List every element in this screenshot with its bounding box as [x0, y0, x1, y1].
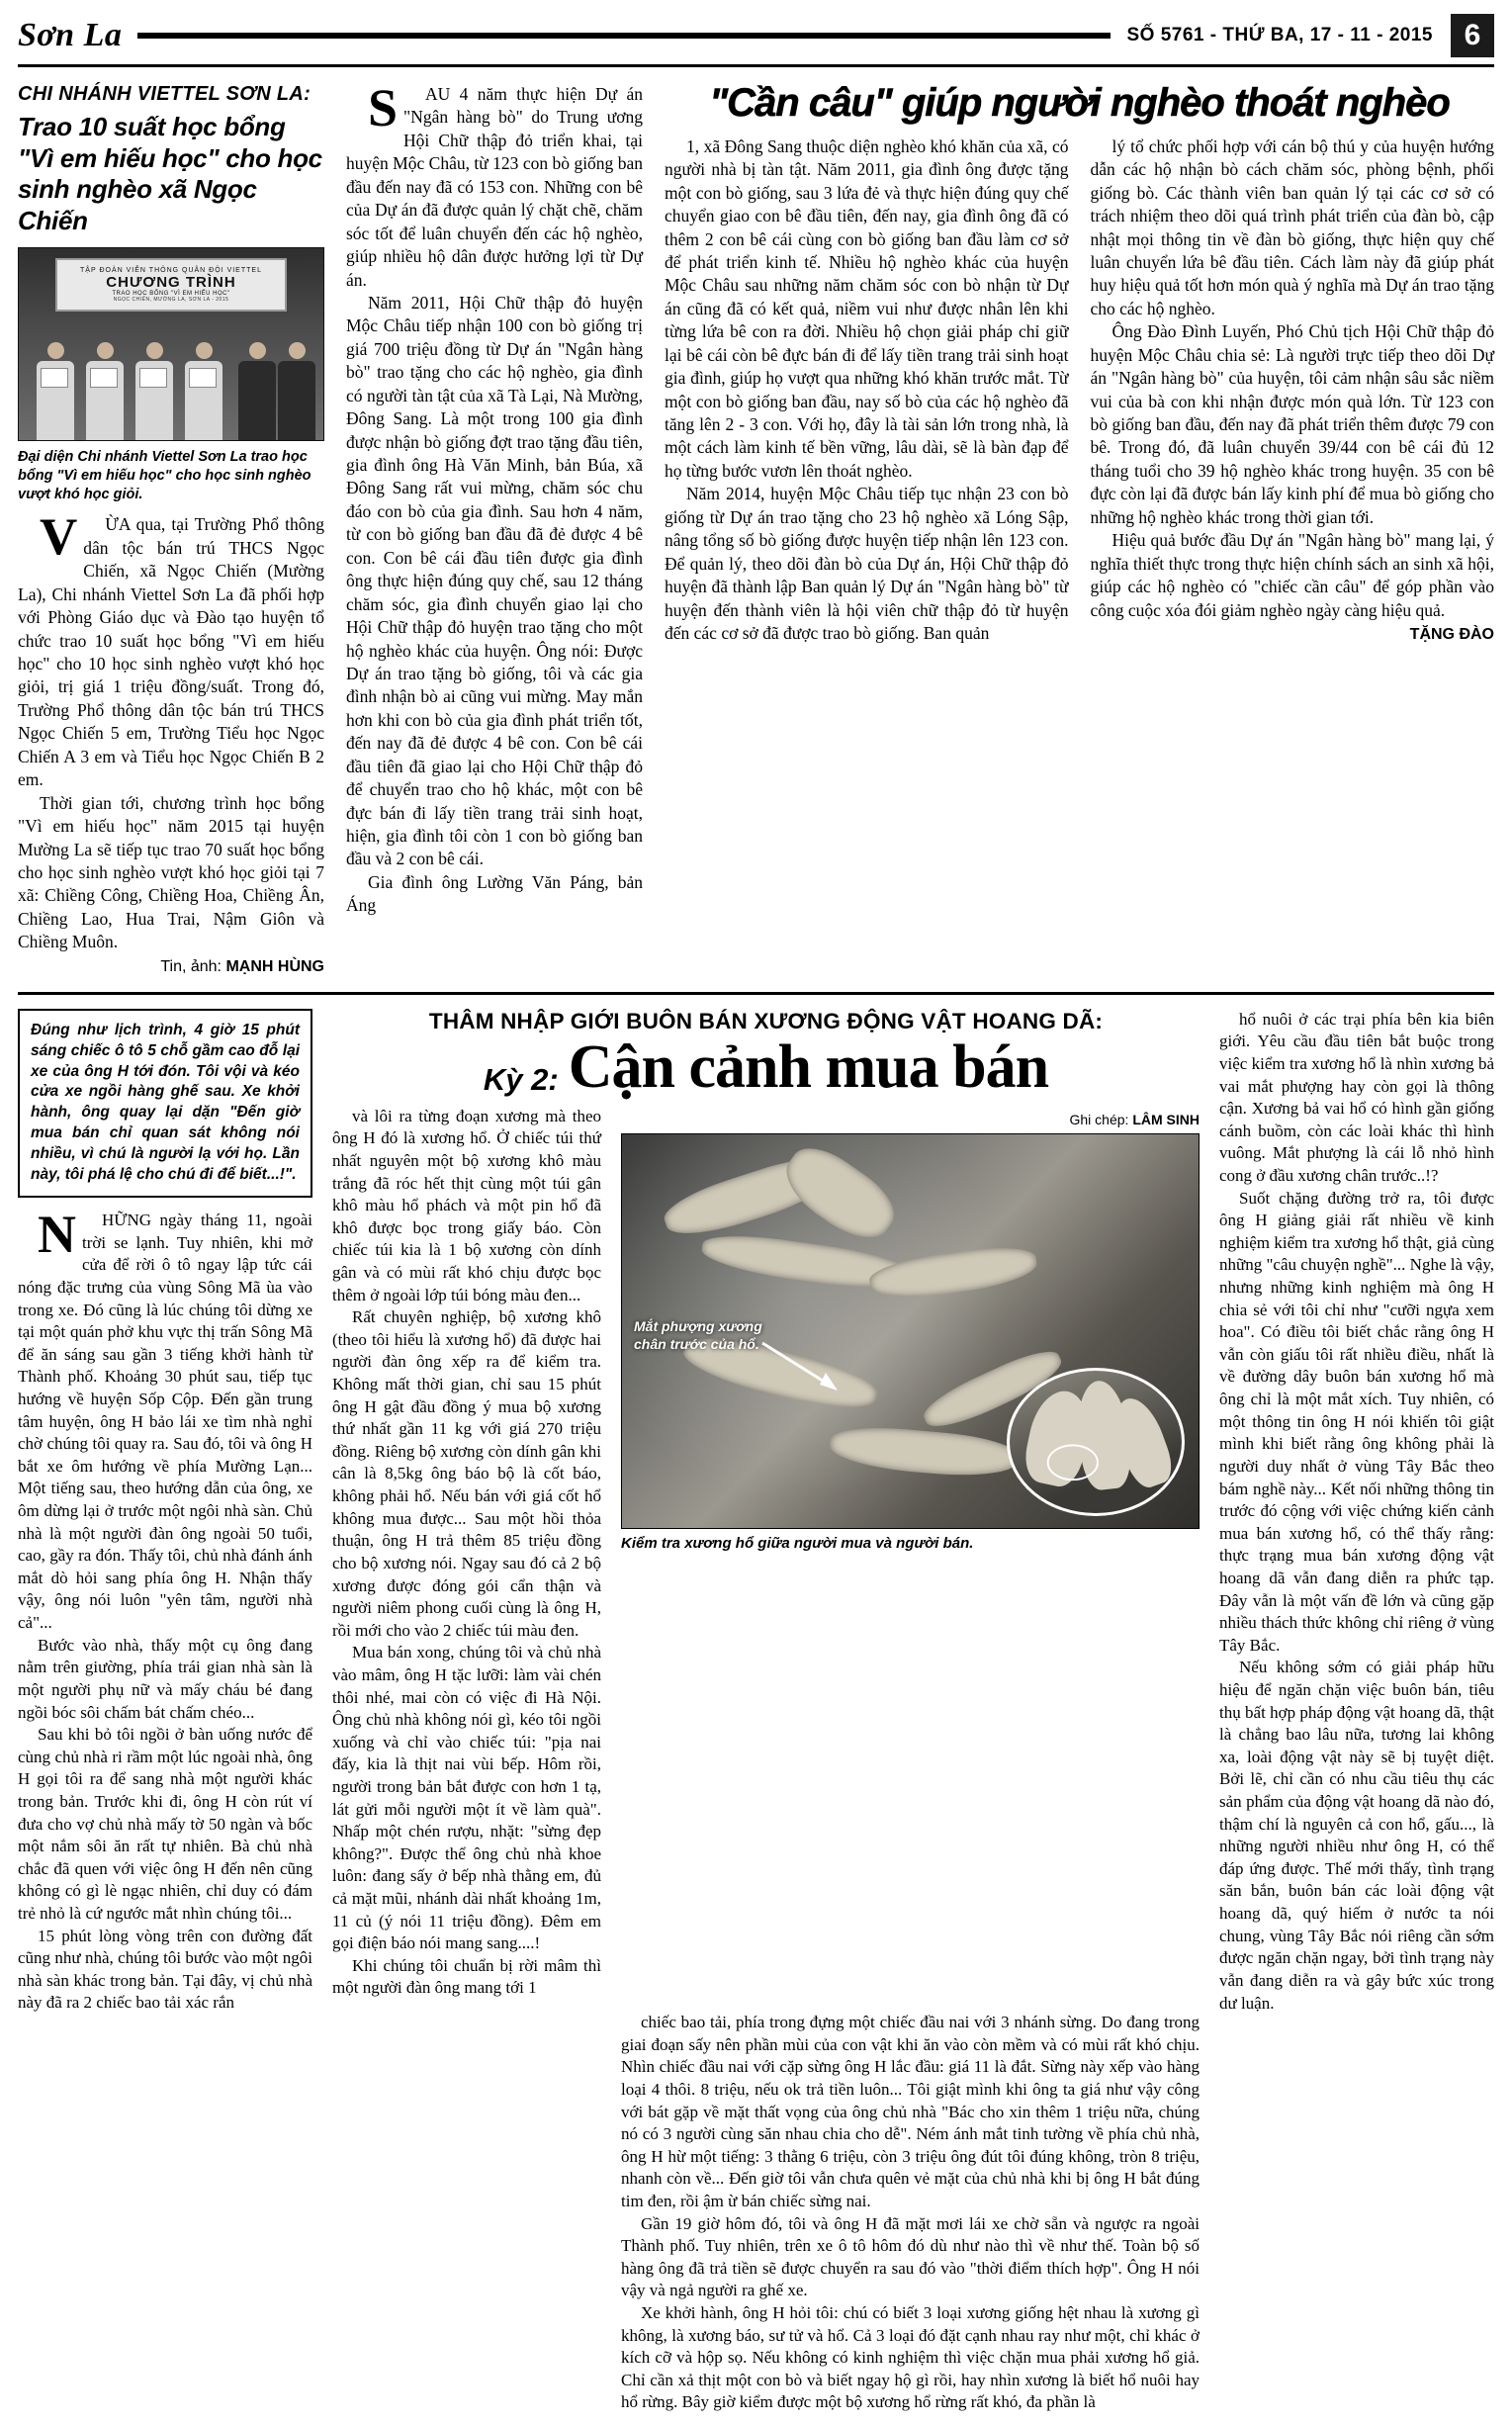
article-wildlife-col-4	[1219, 1009, 1494, 2414]
paragraph: Suốt chặng đường trở ra, tôi được ông H giảng giải rất nhiều về kinh nghiệm kiểm tra xương hổ thật, giả cùng những "câu chuyện nghề"... Nghe là vậy, nhưng những kinh nghiệm mà ông H chia sẻ với tôi chỉ như "cưỡi ngựa xem hoa". Có điều tôi biết chắc rằng ông H vẫn còn giấu tôi rất nhiều điều, nhất là về đường dây buôn bán xương hổ mà ông chỉ là một mắt xích. Tuy nhiên, có một thông tin ông H nói khiến tôi giật mình khi biết rằng ông không phải là người duy nhất ở vùng Tây Bắc theo bám nghề này... Kết nối những thông tin trước đó cộng với việc chứng kiến cảnh mua bán xương hổ, có thể thấy rằng: thực trạng mua bán xương động vật hoang dã vẫn đang diễn ra phức tạp. Đây vẫn là một vấn đề lớn và cũng gặp nhiều thách thức không chỉ riêng ở vùng Tây Bắc.	[1219, 1188, 1494, 1655]
paragraph: Ông Đào Đình Luyến, Phó Chủ tịch Hội Chữ thập đỏ huyện Mộc Châu chia sẻ: Là người trực tiếp theo dõi Dự án "Ngân hàng bò" của huyện, tôi cảm nhận sâu sắc niềm vui của bà con khi nhận được món quà lớn. Từ 123 con bò giống ban đầu, đến nay đã phát triển thêm được 79 con bê. Trong đó, đã luân chuyển 39/44 con bê cái đủ 12 tháng tuổi cho 39 hộ nghèo khác trong huyện. 35 con bê đực còn lại đã được bán lấy kinh phí để mua bò giống cho những hộ nghèo khác trong thời gian tới.	[1090, 321, 1494, 527]
paragraph: Mua bán xong, chúng tôi và chủ nhà vào mâm, ông H tặc lưỡi: làm vài chén thôi nhé, mai còn có việc đi Hà Nội. Ông chủ nhà không nói gì, kéo tôi ngồi xuống và chỉ vào chiếc túi: "pịa nai đấy, kia là thịt nai vùi bếp. Hôm rồi, người trong bản bắt được con hơn 1 tạ, lát gửi mỗi người một ít về làm quà". Nhấp một chén rượu, nhặt: "sừng đẹp không?". Được thể ông chủ nhà khoe luôn: đang sấy ở bếp nhà thằng em, đủ cả mặt mũi, nhánh dài nhất khoảng 1m, 11 củ (ý nói 11 triệu đồng). Đêm em gọi điện báo nói mang sang....!	[332, 1643, 601, 1953]
byline-author: MẠNH HÙNG	[225, 957, 324, 975]
series-headline: Cận cảnh mua bán	[568, 1032, 1049, 1101]
bottom-section	[18, 1009, 1494, 2414]
banner-line-4: NGỌC CHIẾN, MƯỜNG LA, SƠN LA - 2015	[113, 296, 229, 303]
dropcap: V	[40, 508, 78, 567]
circle-highlight-icon	[1010, 1371, 1182, 1514]
paragraph: ỪA qua, tại Trường Phổ thông dân tộc bán trú THCS Ngọc Chiến, xã Ngọc Chiến (Mường La), Chi nhánh Viettel Sơn La đã phối hợp với Phòng Giáo dục và Đào tạo huyện tổ chức trao 10 suất học bổng "Vì em hiếu học" cho 10 học sinh nghèo vượt khó học giỏi, trị giá 1 triệu đồng/suất. Trong đó, Trường Phổ thông dân tộc bán trú THCS Ngọc Chiến 5 em, Trường Tiểu học Ngọc Chiến A 3 em và Tiểu học Ngọc Chiến B 2 em.	[18, 514, 324, 790]
series-kicker: THÂM NHẬP GIỚI BUÔN BÁN XƯƠNG ĐỘNG VẬT HOANG DÃ:	[428, 1008, 1104, 1033]
paragraph: Năm 2011, Hội Chữ thập đỏ huyện Mộc Châu tiếp nhận 100 con bò giống trị giá 700 triệu đồng từ Dự án "Ngân hàng bò" trao tặng cho các hộ nghèo, gia đình có người tàn tật của xã Tà Lại, Nà Mường, Đông Sang. Là một trong 100 gia đình được nhận bò giống đợt trao tặng đầu tiên, gia đình ông Hà Văn Minh, bản Búa, xã Đông Sang rất vui mừng, chăm sóc chu đáo con bò của gia đình. Sau hơn 4 năm, từ con bò giống ban đầu đã đẻ được 4 bê con. Con bê cái đầu tiên được gia đình ông thực hiện đúng quy chế, sau 12 tháng chăm sóc, gia đình chuyển giao lại cho Hội Chữ thập đỏ huyện trao tặng cho một hộ nghèo khác của huyện. Ông nói: Được Dự án trao tặng bò giống, tôi và các gia đình nhận bò ai cũng vui mừng. May mắn hơn khi con bò của gia đình phát triển tốt, đến nay đã đẻ được 4 bê con. Con bê cái đầu tiên đã giao lại cho Hội Chữ thập đỏ để chuyển trao cho hộ khác, một con bê đực bán đi lấy tiền trang trải sinh hoạt, hiện, gia đình tôi còn 1 con bò giống ban đầu và 2 con bê cái.	[346, 292, 643, 869]
article-body-col-c	[665, 135, 1069, 646]
article-kicker: CHI NHÁNH VIETTEL SƠN LA:	[18, 83, 311, 105]
lead-box: Đúng như lịch trình, 4 giờ 15 phút sáng chiếc ô tô 5 chỗ gầm cao đỗ lại xe của ông H tới đón. Tôi vội và kéo cửa xe ngồi hàng ghế sau. Xe khởi hành, ông quay lại dặn "Đến giờ mua bán chỉ quan sát không nói nhiều, vì chú là người lạ với họ. Lần này, tôi phá lệ cho chú đi để biết...!".	[18, 1009, 312, 1198]
credit-line	[621, 1112, 1200, 1127]
paragraph: Gần 19 giờ hôm đó, tôi và ông H đã mặt mơi lái xe chờ sẵn và ngược ra ngoài Thành phố. Tuy nhiên, trên xe ô tô hôm đó dù như nào thì về như thế. Toàn bộ số hàng ông đã trả tiền sẽ được chuyển ra sau đó vào "thời điểm thích hợp". Ông H nói vậy và ngả người ra ghế xe.	[621, 2213, 1200, 2300]
article-body	[346, 78, 643, 918]
article-body	[18, 1205, 312, 2015]
inset-photo	[1007, 1368, 1185, 1516]
annotation-arrow-icon	[760, 1337, 840, 1392]
paragraph: Nếu không sớm có giải pháp hữu hiệu để ngăn chặn việc buôn bán, tiêu thụ bất hợp pháp động vật hoang dã, thật là chẳng bao lâu nữa, tương lai không xa, loài động vật này sẽ bị tuyệt diệt. Bởi lẽ, chỉ cần có nhu cầu tiêu thụ các sản phẩm của động vật hoang dã nào đó, thậm chí là nguyên cả con hổ, gấu..., là những người nhiều như ông H, có thể đáp ứng được. Thế mới thấy, tình trạng săn bắn, buôn bán các loài động vật hoang dã, quý hiếm ở nước ta nói chung, vùng Tây Bắc nói riêng cần sớm được ngăn chặn ngay, bởi tình trạng này vẫn đang diễn ra và gây bức xúc trong dư luận.	[1219, 1658, 1494, 2013]
paragraph: 15 phút lòng vòng trên con đường đất cũng như nhà, chúng tôi bước vào một ngôi nhà sàn khác trong bản. Tại đây, vị chủ nhà này đã ra 2 chiếc bao tải xác rắn	[18, 1926, 312, 2013]
paragraph: Xe khởi hành, ông H hỏi tôi: chú có biết 3 loại xương giống hệt nhau là xương gì không, là xương báo, sư tử và hổ. Cả 3 loại đó đặt cạnh nhau ray như một, chỉ khác ở kích cỡ và hộp sọ. Nếu không có kinh nghiệm thì việc chặn mua phải xương hổ giả. Chỉ cần xả thịt một con bò và biết ngay hộ gì rồi, hay nhìn xương là biết hổ nuôi hay hổ rừng. Bây giờ kiểm được một bộ xương hổ rừng rất khó, đa phần là	[621, 2303, 1200, 2412]
photo-caption: Đại diện Chi nhánh Viettel Sơn La trao học bổng "Vì em hiếu học" cho học sinh nghèo vượt khó học giỏi.	[18, 448, 311, 502]
masthead-rule	[137, 33, 1111, 39]
ceremony-photo	[18, 247, 324, 441]
paragraph: Bước vào nhà, thấy một cụ ông đang nằm trên giường, phía trái gian nhà sàn là một người phụ nữ và mấy cháu bé đang ngồi bóc sôi chấm bát chấm chéo...	[18, 1635, 312, 1722]
section-divider	[18, 992, 1494, 995]
masthead-bottom-rule	[18, 64, 1494, 67]
photo-people	[19, 321, 323, 440]
article-wildlife-col-3	[621, 2012, 1200, 2414]
credit-author: LÂM SINH	[1132, 1111, 1200, 1127]
photo-caption: Kiểm tra xương hổ giữa người mua và người bán.	[621, 1534, 974, 1552]
photo-annotation: Mắt phượng xương chân trước của hổ.	[634, 1317, 762, 1352]
article-wildlife	[332, 1009, 1200, 2414]
series-title	[332, 1032, 1200, 1101]
byline-author: TẶNG ĐÀO	[1409, 625, 1494, 643]
banner-line-1: TẬP ĐOÀN VIỄN THÔNG QUÂN ĐỘI VIETTEL	[80, 266, 262, 274]
paragraph: Sau khi bỏ tôi ngồi ở bàn uống nước để cùng chủ nhà ri rầm một lúc ngoài nhà, ông H gọi tôi ra để sang nhà một người khác trong bản. Trước khi đi, ông H còn rút ví đưa cho vợ chủ nhà mấy tờ 50 ngàn và bốc một nắm sôi ăn rất tự nhiên. Bà chủ nhà chắc đã quen với việc ông H đến nên cũng không có gì lè ngạc nhiên, chỉ duy có đám trẻ nhỏ là cứ ngước mắt nhìn chúng tôi...	[18, 1725, 312, 1923]
issue-info: SỐ 5761 - THỨ BA, 17 - 11 - 2015	[1126, 25, 1433, 45]
credit-label: Ghi chép:	[1069, 1111, 1129, 1127]
masthead	[18, 14, 1494, 61]
series-episode: Kỳ 2:	[483, 1061, 559, 1097]
stage-banner	[55, 258, 287, 312]
paragraph: và lôi ra từng đoạn xương mà theo ông H đó là xương hổ. Ở chiếc túi thứ nhất nguyên một bộ xương khô màu trắng đã róc hết thịt cùng một túi gân khô màu hổ phách và một pin hổ đã khô được bọc trong giấy báo. Còn chiếc túi kia là 1 bộ xương còn dính gân và có mùi rất khó chịu được bọc thêm ở ngoài lớp túi bóng màu đen...	[332, 1106, 601, 1304]
article-wildlife-col-1	[18, 1009, 312, 2414]
paragraph: hổ nuôi ở các trại phía bên kia biên giới. Yêu cầu đầu tiên bắt buộc trong việc kiểm tra xương hổ là nhìn xương bả vai mắt phượng hay còn gọi là thông cận. Xương bả vai hổ có hình gần giống cánh buồm, còn các loài khác thì hình vuông. Mắt phượng là cái lỗ nhỏ hình cong ở đầu xương chân trước..!?	[1219, 1009, 1494, 1185]
article-body	[18, 508, 324, 953]
newspaper-title: Sơn La	[18, 17, 123, 53]
article-headline: "Cần câu" giúp người nghèo thoát nghèo	[709, 81, 1450, 125]
dropcap: S	[368, 78, 399, 137]
article-bovine	[665, 83, 1494, 976]
article-viettel	[18, 83, 324, 976]
top-section	[18, 78, 1494, 976]
paragraph: Thời gian tới, chương trình học bổng "Vì em hiếu học" năm 2015 tại huyện Mường La sẽ tiếp tục trao 70 suất học bổng cho học sinh nghèo vượt khó học giỏi tại 7 xã: Chiềng Công, Chiềng Hoa, Chiềng Ân, Chiềng Lao, Hua Trai, Nậm Giôn và Chiềng Muôn.	[18, 792, 324, 952]
banner-line-3: TRAO HỌC BỔNG "VÌ EM HIẾU HỌC"	[112, 290, 230, 297]
article-bovine-col-b	[346, 78, 643, 976]
paragraph: AU 4 năm thực hiện Dự án "Ngân hàng bò" do Trung ương Hội Chữ thập đỏ triển khai, tại huyện Mộc Châu, từ 123 con bò giống ban đầu đến nay đã có 153 con. Những con bê của Dự án đã được quản lý chặt chẽ, chăm sóc tốt để luân chuyển đến các hộ nghèo, giúp nhiều hộ dân được hưởng lợi từ Dự án.	[346, 84, 643, 290]
byline-label: Tin, ảnh:	[160, 957, 222, 975]
paragraph: Gia đình ông Lường Văn Páng, bản Áng	[346, 871, 643, 916]
dropcap: N	[38, 1205, 76, 1265]
paragraph: HỮNG ngày tháng 11, ngoài trời se lạnh. Tuy nhiên, khi mở cửa để rời ô tô ngay lập tức cái nóng đặc trưng của vùng Sông Mã ùa vào trong xe. Đó cũng là lúc chúng tôi dừng xe tại một quán phở khu vực thị trấn Sông Mã để ăn sáng sau gần 3 tiếng khởi hành từ Thành phố. Khoảng 30 phút sau, tiếp tục hướng về huyện Sốp Cộp. Đến gần trung tâm huyện, ông H bảo lái xe tìm nhà nghỉ chờ chúng tôi quay ra. Sau đó, tôi và ông H bắt xe ôm hướng về phía Mường Lạn... Một tiếng sau, theo hướng dẫn của ông, xe ôm dừng lại ở trước một ngôi nhà sàn. Chủ nhà là một người đàn ông ngoài 50 tuổi, cao, gầy ra đón. Thấy tôi, chủ nhà đánh ánh mắt dò hỏi sang phía ông H. Nhận thấy vậy, ông nói luôn "yên tâm, người nhà cả"...	[18, 1211, 312, 1633]
paragraph: Rất chuyên nghiệp, bộ xương khô (theo tôi hiểu là xương hổ) đã được hai người đàn ông xếp ra để kiểm tra. Không mất thời gian, chỉ sau 15 phút ông H gật đầu đồng ý mua bộ xương thứ nhất gần 11 kg với giá 270 triệu đồng. Riêng bộ xương còn dính gân khi cân là 8,5kg ông báo bộ là cốt báo, không phải hổ. Nếu bán với giá cốt hổ không mua được... Sau một hồi thỏa thuận, ông H trả thêm 85 triệu đồng cho bộ xương nói. Ngay sau đó cả 2 bộ xương được đóng gói cẩn thận và người niêm phong cuối cùng là ông H, rồi mới cho vào 2 chiếc túi màu đen.	[332, 1307, 601, 1640]
article-headline: Trao 10 suất học bổng "Vì em hiếu học" cho học sinh nghèo xã Ngọc Chiến	[18, 112, 322, 236]
article-wildlife-col-2	[332, 1106, 601, 2000]
paragraph: 1, xã Đông Sang thuộc diện nghèo khó khăn của xã, có người nhà bị tàn tật. Năm 2011, gia đình ông được tặng một con bò giống, sau 3 lứa đẻ và thực hiện đúng quy chế chuyển giao con bê đầu tiên, đến nay, gia đình ông đã có thêm 2 con bê cái cùng con bò giống ban đầu làm cơ sở để phát triển kinh tế. Nhiều hộ nghèo khác của huyện Mộc Châu sau những năm chăm sóc con bò nhận từ Dự án cũng đã có kết quả, niềm vui như được nhân lên khi từng lứa bê con ra đời. Nhiều hộ chọn giải pháp chỉ giữ lại bê cái còn bê đực bán đi để lấy tiền trang trải sinh hoạt gia đình, giúp họ vượt qua những khó khăn trước mắt. Từ một con bò giống ban đầu, nay số bò của các hộ nghèo đã tăng lên 2 - 3 con. Với họ, đây là tài sản lớn trong nhà, là một cách làm kinh tế bền vững, lâu dài, sẽ là bàn đạp để họ từng bước vươn lên thoát nghèo.	[665, 135, 1069, 481]
paragraph: chiếc bao tải, phía trong đựng một chiếc đầu nai với 3 nhánh sừng. Do đang trong giai đoạn sấy nên phần mùi của con vật khi ăn vào còn mềm và có mùi rất khó chịu. Nhìn chiếc đầu nai với cặp sừng ông H lắc đầu: giá 11 là đắt. Sừng này xếp vào hàng loại 4 thôi. 8 triệu, nếu ok trả tiền luôn... Tôi giật mình khi ông ta giá như vậy công với bát gặp về mặt thất vọng của ông chủ nhà "Bác cho xin thêm 1 triệu nữa, chúng nó có 3 người cùng săn nhau chia cho dễ". Ném ánh mắt tinh tường về phía chủ nhà, ông H hừ một tiếng: 3 thằng 6 triệu, còn 3 triệu ông đút tôi đúng không, tròn 8 triệu, nhanh còn về... Đến giờ tôi vẫn chưa quên vẻ mặt của chủ nhà khi bị ông H bắt đúng tim đen, rồi ậm ừ bán chiếc sừng nai.	[621, 2013, 1200, 2210]
paragraph: Năm 2014, huyện Mộc Châu tiếp tục nhận 23 con bò giống từ Dự án trao tặng cho 23 hộ nghèo xã Lóng Sập, nâng tổng số bò giống được huyện tiếp nhận lên 123 con. Để quản lý, theo dõi đàn bò của Dự án, Hội Chữ thập đỏ huyện đã thành lập Ban quản lý Dự án "Ngân hàng bò" từ huyện đến thành viên là hội viên chữ thập đỏ từ huyện đến các cơ sở đã được trao bò giống. Ban quản	[665, 484, 1069, 643]
page-number: 6	[1451, 14, 1494, 57]
paragraph: Khi chúng tôi chuẩn bị rời mâm thì một người đàn ông mang tới 1	[332, 1955, 601, 1998]
banner-line-2: CHƯƠNG TRÌNH	[106, 273, 236, 291]
paragraph: lý tổ chức phối hợp với cán bộ thú y của huyện hướng dẫn các hộ nhận bò cách chăm sóc, phòng bệnh, phối giống bò. Các thành viên ban quản lý tại các cơ sở có trách nhiệm theo dõi quá trình phát triển của đàn bò, cập nhật mọi thông tin về đàn bò giống, thực hiện quy chế luân chuyển lứa bê đầu tiên. Cách làm này đã giúp phát huy hiệu quả tốt hơn món quà ý nghĩa mà Dự án trao tặng cho các hộ nghèo.	[1090, 135, 1494, 318]
paragraph: Hiệu quả bước đầu Dự án "Ngân hàng bò" mang lại, ý nghĩa thiết thực trong thực hiện chính sách an sinh xã hội, giúp các hộ nghèo có "chiếc cần câu" để góp phần vào công cuộc xóa đói giảm nghèo ngày càng hiệu quả.	[1090, 530, 1494, 620]
bones-photo	[621, 1133, 1200, 1529]
article-body-col-d	[1091, 135, 1495, 646]
byline	[18, 958, 324, 976]
